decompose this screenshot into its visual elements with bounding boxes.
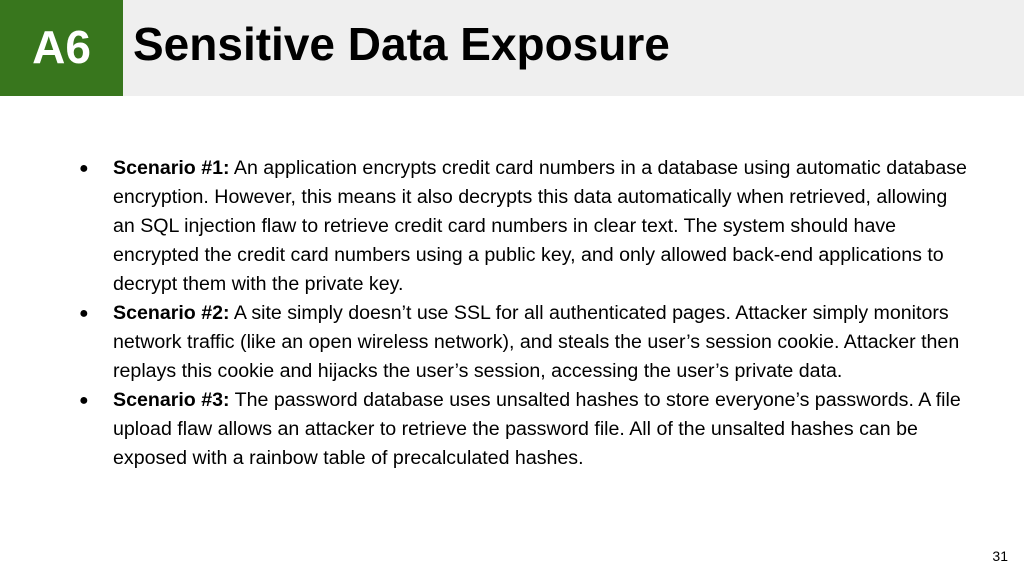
page-number: 31 bbox=[992, 548, 1008, 564]
scenario-item bbox=[72, 386, 972, 473]
scenario-label: Scenario #3: bbox=[113, 389, 230, 411]
bullet-icon: ● bbox=[79, 305, 89, 322]
section-badge-label: A6 bbox=[32, 21, 91, 73]
scenario-label: Scenario #2: bbox=[113, 302, 230, 324]
scenario-item bbox=[72, 299, 972, 386]
scenario-text: A site simply doesn’t use SSL for all authenticated pages. Attacker simply monitors network traffic (like an open wireless network), and steals the user’s session cookie. Attacker then replays this cookie and hijacks the user’s session, accessing the user’s private data. bbox=[113, 302, 960, 382]
scenario-text: An application encrypts credit card numbers in a database using automatic database encryption. However, this means it also decrypts this data automatically when retrieved, allowing an SQL injection flaw to retrieve credit card numbers in clear text. The system should have encrypted the credit card numbers using a public key, and only allowed back-end applications to decrypt them with the private key. bbox=[113, 157, 967, 295]
scenario-text: The password database uses unsalted hashes to store everyone’s passwords. A file upload flaw allows an attacker to retrieve the password file. All of the unsalted hashes can be exposed with a rainbow table of precalculated hashes. bbox=[113, 389, 961, 469]
scenario-label: Scenario #1: bbox=[113, 157, 230, 179]
slide-body bbox=[72, 154, 972, 473]
scenario-item bbox=[72, 154, 972, 299]
bullet-icon: ● bbox=[79, 160, 89, 177]
slide-title: Sensitive Data Exposure bbox=[133, 18, 670, 70]
scenario-list bbox=[72, 154, 972, 473]
section-badge bbox=[0, 0, 123, 96]
bullet-icon: ● bbox=[79, 392, 89, 409]
